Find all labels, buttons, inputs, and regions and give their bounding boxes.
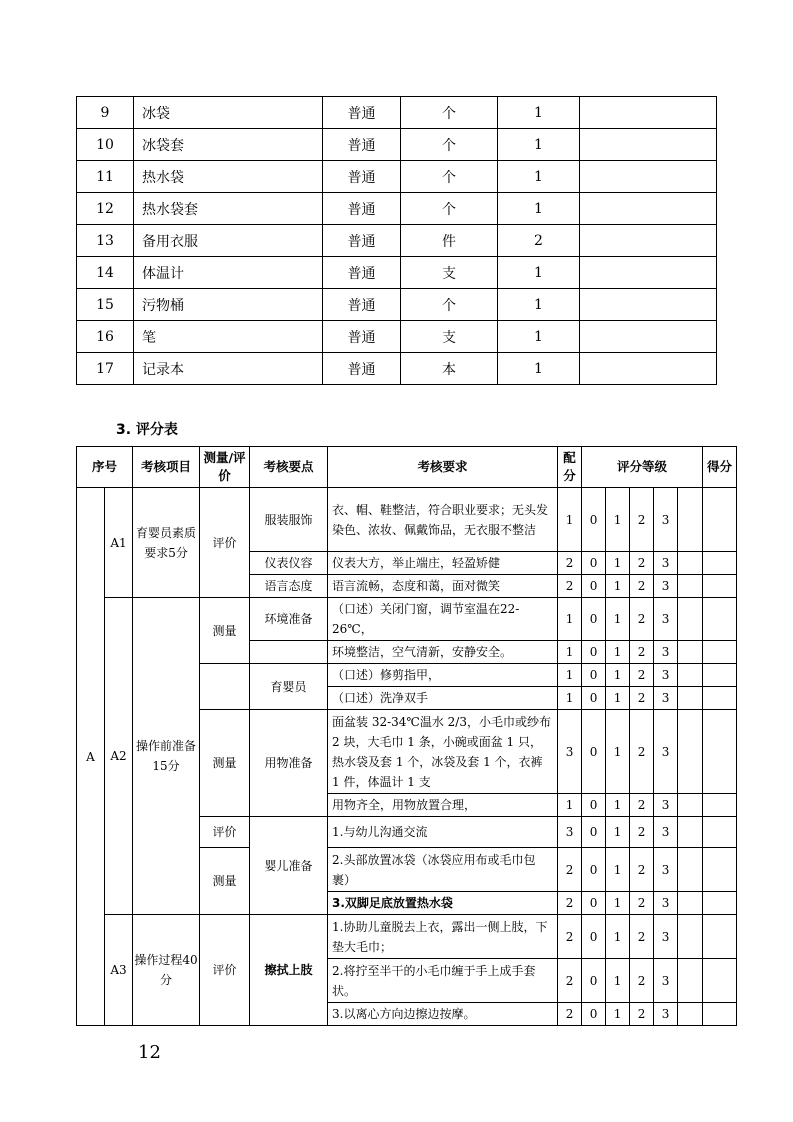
grade-3: 3 — [654, 1003, 678, 1026]
grade-2: 2 — [630, 641, 654, 664]
grade-extra — [678, 641, 703, 664]
score-cell: 2 — [558, 1003, 582, 1026]
item-unit: 个 — [401, 161, 498, 193]
a2-code: A2 — [105, 598, 133, 915]
point-cell: 环境准备 — [250, 598, 328, 641]
method-cell: 测量 — [200, 710, 250, 817]
requirement-cell: 2.将拧至半干的小毛巾缠于手上成手套状。 — [328, 959, 558, 1003]
point-cell: 服装服饰 — [250, 488, 328, 552]
grade-1: 1 — [606, 687, 630, 710]
a1-code: A1 — [105, 488, 133, 598]
result-cell — [703, 664, 737, 687]
table-row — [77, 915, 737, 959]
grade-3: 3 — [654, 817, 678, 848]
grade-3: 3 — [654, 687, 678, 710]
item-grade: 普通 — [323, 97, 401, 129]
result-cell — [703, 575, 737, 598]
table-row — [77, 129, 717, 161]
grade-1: 1 — [606, 1003, 630, 1026]
item-qty: 2 — [498, 225, 580, 257]
item-number: 13 — [77, 225, 134, 257]
item-note — [580, 257, 717, 289]
result-cell — [703, 959, 737, 1003]
requirement-cell: 面盆装 32-34℃温水 2/3，小毛巾或纱布 2 块，大毛巾 1 条，小碗或面盆 1 只，热水袋及套 1 个，冰袋及套 1 个，衣裤 1 件，体温计 1 支 — [328, 710, 558, 794]
method-cell: 测量 — [200, 848, 250, 915]
grade-0: 0 — [582, 598, 606, 641]
requirement-cell: 语言流畅，态度和蔼，面对微笑 — [328, 575, 558, 598]
grade-0: 0 — [582, 959, 606, 1003]
a1-method: 评价 — [200, 488, 250, 598]
item-number: 14 — [77, 257, 134, 289]
item-unit: 个 — [401, 289, 498, 321]
requirement-cell: 1.协助儿童脱去上衣，露出一侧上肢，下垫大毛巾； — [328, 915, 558, 959]
grade-extra — [678, 598, 703, 641]
score-cell: 1 — [558, 488, 582, 552]
method-cell: 测量 — [200, 598, 250, 664]
grade-3: 3 — [654, 598, 678, 641]
grade-2: 2 — [630, 710, 654, 794]
grade-3: 3 — [654, 575, 678, 598]
grade-1: 1 — [606, 959, 630, 1003]
item-note — [580, 129, 717, 161]
grade-3: 3 — [654, 915, 678, 959]
grade-extra — [678, 817, 703, 848]
item-qty: 1 — [498, 97, 580, 129]
item-grade: 普通 — [323, 161, 401, 193]
grade-2: 2 — [630, 575, 654, 598]
grade-2: 2 — [630, 552, 654, 575]
table-row — [77, 161, 717, 193]
result-cell — [703, 552, 737, 575]
grade-1: 1 — [606, 710, 630, 794]
item-grade: 普通 — [323, 193, 401, 225]
point-cell: 仪表仪容 — [250, 552, 328, 575]
table-row — [77, 289, 717, 321]
score-cell: 3 — [558, 710, 582, 794]
supplies-table — [76, 96, 717, 385]
item-grade: 普通 — [323, 129, 401, 161]
grade-2: 2 — [630, 959, 654, 1003]
item-qty: 1 — [498, 321, 580, 353]
grade-3: 3 — [654, 794, 678, 817]
item-name: 热水袋套 — [134, 193, 323, 225]
grade-0: 0 — [582, 817, 606, 848]
item-note — [580, 161, 717, 193]
point-cell: 婴儿准备 — [250, 817, 328, 915]
result-cell — [703, 1003, 737, 1026]
grade-3: 3 — [654, 892, 678, 915]
grade-extra — [678, 959, 703, 1003]
header-result: 得分 — [703, 447, 737, 488]
grade-3: 3 — [654, 848, 678, 892]
requirement-cell: 仪表大方，举止端庄，轻盈矫健 — [328, 552, 558, 575]
grade-extra — [678, 848, 703, 892]
item-qty: 1 — [498, 289, 580, 321]
grade-0: 0 — [582, 1003, 606, 1026]
grade-3: 3 — [654, 488, 678, 552]
grade-3: 3 — [654, 664, 678, 687]
result-cell — [703, 915, 737, 959]
item-note — [580, 97, 717, 129]
item-qty: 1 — [498, 193, 580, 225]
item-number: 10 — [77, 129, 134, 161]
item-number: 17 — [77, 353, 134, 385]
item-name: 热水袋 — [134, 161, 323, 193]
header-point: 考核要点 — [250, 447, 328, 488]
grade-extra — [678, 892, 703, 915]
item-qty: 1 — [498, 257, 580, 289]
table-row — [77, 598, 737, 641]
item-grade: 普通 — [323, 321, 401, 353]
point-cell: 用物准备 — [250, 710, 328, 817]
grade-1: 1 — [606, 915, 630, 959]
page-number: 12 — [138, 1042, 161, 1063]
score-cell: 2 — [558, 892, 582, 915]
score-cell: 2 — [558, 915, 582, 959]
result-cell — [703, 817, 737, 848]
header-requirement: 考核要求 — [328, 447, 558, 488]
a2-title: 操作前准备15分 — [133, 598, 200, 915]
grade-1: 1 — [606, 575, 630, 598]
item-grade: 普通 — [323, 289, 401, 321]
grade-1: 1 — [606, 641, 630, 664]
scoring-table — [76, 446, 737, 1026]
header-item: 考核项目 — [133, 447, 200, 488]
a3-method: 评价 — [200, 915, 250, 1026]
table-row — [77, 193, 717, 225]
grade-1: 1 — [606, 664, 630, 687]
item-qty: 1 — [498, 353, 580, 385]
grade-0: 0 — [582, 641, 606, 664]
requirement-cell: 2.头部放置冰袋（冰袋应用布或毛巾包裹） — [328, 848, 558, 892]
grade-1: 1 — [606, 817, 630, 848]
result-cell — [703, 848, 737, 892]
requirement-cell: 衣、帽、鞋整洁，符合职业要求；无头发染色、浓妆、佩戴饰品，无衣服不整洁 — [328, 488, 558, 552]
result-cell — [703, 488, 737, 552]
requirement-cell: 用物齐全，用物放置合理， — [328, 794, 558, 817]
requirement-cell: 环境整洁，空气清新，安静安全。 — [328, 641, 558, 664]
grade-3: 3 — [654, 552, 678, 575]
score-cell: 1 — [558, 664, 582, 687]
grade-0: 0 — [582, 892, 606, 915]
item-grade: 普通 — [323, 257, 401, 289]
header-seq: 序号 — [77, 447, 133, 488]
header-method: 测量/评价 — [200, 447, 250, 488]
grade-1: 1 — [606, 848, 630, 892]
table-row — [77, 257, 717, 289]
score-cell: 2 — [558, 552, 582, 575]
table-row — [77, 353, 717, 385]
grade-0: 0 — [582, 848, 606, 892]
item-number: 9 — [77, 97, 134, 129]
point-cell — [250, 641, 328, 664]
a3-title: 操作过程40分 — [133, 915, 200, 1026]
item-name: 冰袋 — [134, 97, 323, 129]
grade-2: 2 — [630, 817, 654, 848]
grade-0: 0 — [582, 710, 606, 794]
item-name: 冰袋套 — [134, 129, 323, 161]
item-unit: 支 — [401, 257, 498, 289]
point-cell: 育婴员 — [250, 664, 328, 710]
result-cell — [703, 710, 737, 794]
score-cell: 1 — [558, 687, 582, 710]
grade-extra — [678, 488, 703, 552]
grade-0: 0 — [582, 552, 606, 575]
item-qty: 1 — [498, 161, 580, 193]
grade-1: 1 — [606, 488, 630, 552]
grade-0: 0 — [582, 687, 606, 710]
grade-extra — [678, 687, 703, 710]
item-name: 备用衣服 — [134, 225, 323, 257]
grade-0: 0 — [582, 794, 606, 817]
result-cell — [703, 641, 737, 664]
grade-1: 1 — [606, 598, 630, 641]
item-qty: 1 — [498, 129, 580, 161]
item-number: 11 — [77, 161, 134, 193]
grade-extra — [678, 794, 703, 817]
item-number: 15 — [77, 289, 134, 321]
grade-extra — [678, 710, 703, 794]
requirement-cell: 3.以离心方向边擦边按摩。 — [328, 1003, 558, 1026]
grade-2: 2 — [630, 598, 654, 641]
requirement-cell: （口述）洗净双手 — [328, 687, 558, 710]
item-name: 体温计 — [134, 257, 323, 289]
grade-2: 2 — [630, 664, 654, 687]
grade-2: 2 — [630, 848, 654, 892]
item-unit: 本 — [401, 353, 498, 385]
score-cell: 1 — [558, 794, 582, 817]
grade-3: 3 — [654, 710, 678, 794]
grade-1: 1 — [606, 794, 630, 817]
grade-0: 0 — [582, 915, 606, 959]
method-cell — [200, 664, 250, 710]
grade-2: 2 — [630, 488, 654, 552]
grade-2: 2 — [630, 915, 654, 959]
grade-extra — [678, 915, 703, 959]
grade-2: 2 — [630, 794, 654, 817]
score-cell: 2 — [558, 848, 582, 892]
grade-3: 3 — [654, 959, 678, 1003]
grade-3: 3 — [654, 641, 678, 664]
grade-2: 2 — [630, 687, 654, 710]
header-grade: 评分等级 — [582, 447, 703, 488]
a1-title: 育婴员素质要求5分 — [133, 488, 200, 598]
table-row — [77, 321, 717, 353]
result-cell — [703, 687, 737, 710]
point-cell: 语言态度 — [250, 575, 328, 598]
table-row — [77, 488, 737, 552]
result-cell — [703, 598, 737, 641]
item-name: 污物桶 — [134, 289, 323, 321]
item-name: 笔 — [134, 321, 323, 353]
item-note — [580, 353, 717, 385]
item-note — [580, 321, 717, 353]
grade-0: 0 — [582, 664, 606, 687]
score-cell: 2 — [558, 575, 582, 598]
grade-extra — [678, 1003, 703, 1026]
result-cell — [703, 892, 737, 915]
item-note — [580, 193, 717, 225]
table-row — [77, 97, 717, 129]
requirement-cell: 1.与幼儿沟通交流 — [328, 817, 558, 848]
grade-2: 2 — [630, 1003, 654, 1026]
score-cell: 1 — [558, 641, 582, 664]
method-cell: 评价 — [200, 817, 250, 848]
grade-0: 0 — [582, 488, 606, 552]
grade-1: 1 — [606, 552, 630, 575]
item-grade: 普通 — [323, 353, 401, 385]
item-unit: 个 — [401, 193, 498, 225]
item-grade: 普通 — [323, 225, 401, 257]
item-number: 12 — [77, 193, 134, 225]
grade-2: 2 — [630, 892, 654, 915]
result-cell — [703, 794, 737, 817]
a3-point: 擦拭上肢 — [250, 915, 328, 1026]
item-unit: 支 — [401, 321, 498, 353]
item-unit: 个 — [401, 97, 498, 129]
grade-extra — [678, 664, 703, 687]
grade-0: 0 — [582, 575, 606, 598]
grade-1: 1 — [606, 892, 630, 915]
item-number: 16 — [77, 321, 134, 353]
grade-extra — [678, 552, 703, 575]
grade-extra — [678, 575, 703, 598]
item-note — [580, 289, 717, 321]
section-title: 3. 评分表 — [116, 422, 178, 438]
item-unit: 件 — [401, 225, 498, 257]
score-cell: 3 — [558, 817, 582, 848]
header-score: 配分 — [558, 447, 582, 488]
item-unit: 个 — [401, 129, 498, 161]
group-label: A — [77, 488, 105, 1026]
a3-code: A3 — [105, 915, 133, 1026]
score-cell: 1 — [558, 598, 582, 641]
requirement-cell: （口述）关闭门窗，调节室温在22-26℃， — [328, 598, 558, 641]
requirement-cell: 3.双脚足底放置热水袋 — [328, 892, 558, 915]
item-name: 记录本 — [134, 353, 323, 385]
item-note — [580, 225, 717, 257]
header-row — [77, 447, 737, 488]
score-cell: 2 — [558, 959, 582, 1003]
requirement-cell: （口述）修剪指甲， — [328, 664, 558, 687]
table-row — [77, 225, 717, 257]
